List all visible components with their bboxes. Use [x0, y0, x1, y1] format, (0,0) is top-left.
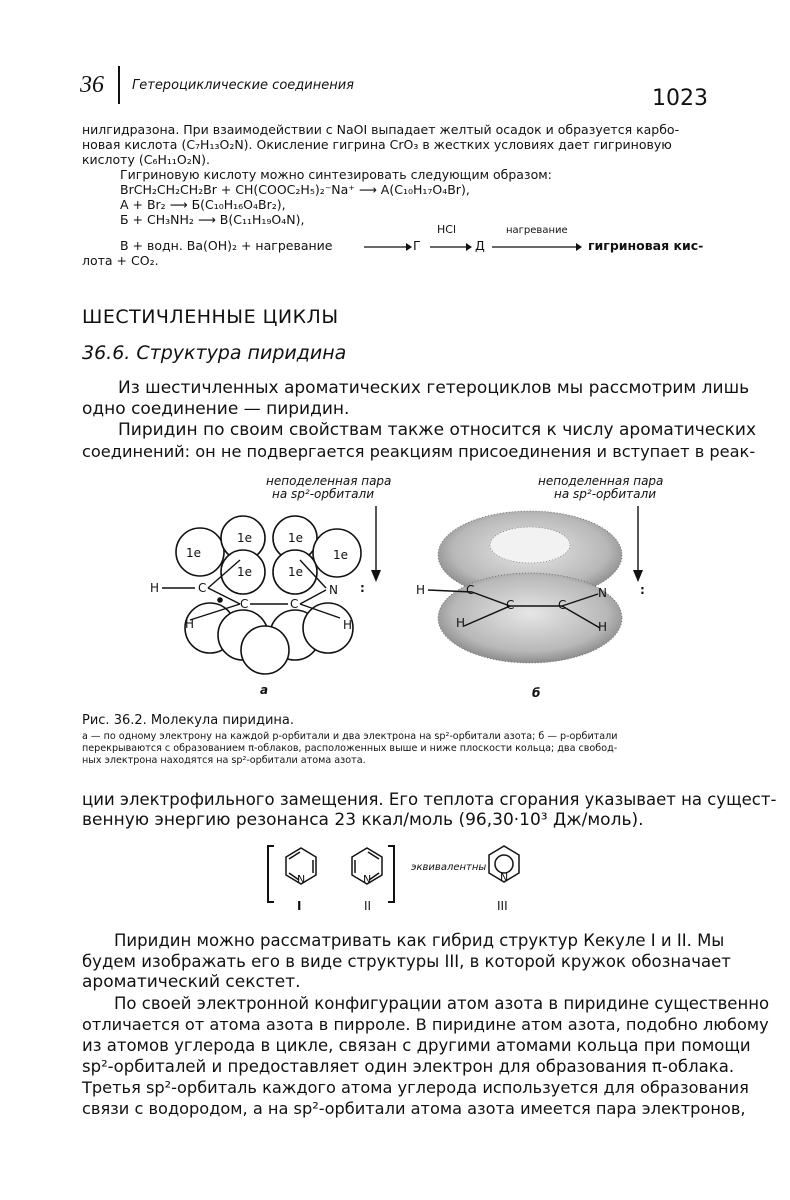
atom-n: N: [329, 583, 338, 597]
text-line: отличается от атома азота в пирроле. В пиридине атом азота, подобно любому: [82, 1015, 769, 1034]
text-line: кислоту (C₆H₁₁O₂N).: [82, 152, 210, 167]
text-line: Гигриновую кислоту можно синтезировать следующим образом:: [120, 167, 552, 182]
text-line: Пиридин можно рассматривать как гибрид структур Кекуле I и II. Мы: [114, 931, 725, 950]
chapter-number: 36: [80, 72, 104, 98]
text-line: нилгидразона. При взаимодействии с NaOI выпадает желтый осадок и образуется карбо-: [82, 122, 680, 137]
equation-4-left: В + водн. Ba(OH)₂ + нагревание: [120, 238, 333, 253]
atom-n: N: [297, 873, 306, 886]
equation-1: BrCH₂CH₂CH₂Br + CH(COOC₂H₅)₂⁻Na⁺ ⟶ A(C₁₀H₁₇O₄Br),: [120, 182, 470, 197]
text-line: Пиридин по своим свойствам также относится к числу ароматических: [118, 420, 757, 440]
arrow-icon: [490, 238, 582, 254]
figure-caption-text: [82, 731, 702, 767]
panel-label-b: б: [532, 686, 541, 700]
pyridine-pi-cloud-diagram-b: [420, 500, 670, 680]
atom-c: C: [558, 598, 567, 612]
structure-label-2: II: [364, 899, 372, 913]
text-line: будем изображать его в виде структуры III, в которой кружок обозначает: [82, 952, 731, 971]
text-line: одно соединение — пиридин.: [82, 399, 350, 419]
electron-label: 1e: [186, 546, 202, 560]
electron-label: 1e: [237, 531, 253, 545]
equation-4-cont: лота + CO₂.: [82, 253, 159, 268]
structure-label-3: III: [497, 899, 508, 913]
equation-2: A + Br₂ ⟶ Б(C₁₀H₁₆O₄Br₂),: [120, 197, 286, 212]
structure-label-1: I: [297, 899, 302, 913]
header-divider: [118, 66, 120, 104]
lone-pair-label-b: неподеленная пара: [538, 474, 664, 488]
electron-label: 1e: [237, 565, 253, 579]
atom-h: H: [598, 620, 608, 634]
atom-c: C: [198, 581, 207, 595]
caption-line: а — по одному электрону на каждой p-орбитали и два электрона на sp²-орбитали азота; б — p-орбитали: [82, 731, 618, 742]
text-line: ароматический секстет.: [82, 972, 301, 992]
atom-c: C: [290, 597, 299, 611]
caption-line: перекрываются с образованием π-облаков, расположенных выше и ниже плоскости кольца; два свобод-: [82, 743, 618, 754]
atom-c: C: [240, 597, 249, 611]
equivalent-label: эквивалентны: [411, 862, 487, 873]
atom-n: N: [598, 586, 607, 600]
text-line: соединений: он не подвергается реакциям присоединения и вступает в реак-: [82, 442, 756, 461]
text-line: По своей электронной конфигурации атом азота в пиридине существенно: [114, 994, 770, 1013]
figure-caption-title: Рис. 36.2. Молекула пиридина.: [82, 713, 295, 728]
atom-h: H: [150, 581, 160, 595]
atom-c: C: [466, 583, 475, 597]
text-line: венную энергию резонанса 23 ккал/моль (96,30·10³ Дж/моль).: [82, 810, 644, 830]
arrow-icon: [362, 238, 412, 254]
equation-4-d: Д: [475, 238, 485, 253]
section-title: ШЕСТИЧЛЕННЫЕ ЦИКЛЫ: [82, 306, 339, 328]
equation-4-g: Г: [413, 238, 421, 253]
text-line: sp²-орбиталей и предоставляет один электрон для образования π-облака.: [82, 1057, 735, 1076]
atom-c: C: [506, 598, 515, 612]
text-line: Из шестичленных ароматических гетероциклов мы рассмотрим лишь: [118, 378, 750, 398]
lone-pair-label-a-2: на sp²-орбитали: [272, 487, 374, 501]
text-line: связи с водородом, а на sp²-орбитали атома азота имеется пара электронов,: [82, 1099, 746, 1118]
panel-label-a: а: [260, 683, 269, 697]
text-line: новая кислота (C₇H₁₃O₂N). Окисление гигрина CrO₃ в жестких условиях дает гигриновую: [82, 137, 672, 152]
atom-h: H: [185, 617, 195, 631]
hcl-label: HCl: [437, 223, 457, 236]
equation-3: Б + CH₃NH₂ ⟶ B(C₁₁H₁₉O₄N),: [120, 212, 305, 227]
electron-label: 1e: [288, 565, 304, 579]
atom-h: H: [416, 583, 426, 597]
lone-pair-mark: :: [360, 581, 365, 595]
text-line: из атомов углерода в цикле, связан с другими атомами кольца при помощи: [82, 1036, 751, 1055]
text-line: ции электрофильного замещения. Его теплота сгорания указывает на сущест-: [82, 790, 777, 809]
electron-label: 1e: [333, 548, 349, 562]
atom-n: N: [500, 871, 509, 884]
lone-pair-label-b-2: на sp²-орбитали: [554, 487, 656, 501]
chapter-title: Гетероциклические соединения: [132, 78, 354, 93]
equation-4-right: гигриновая кис-: [588, 238, 704, 253]
heating-label: нагревание: [506, 225, 568, 236]
lone-pair-label-a: неподеленная пара: [266, 474, 392, 488]
arrow-icon: [428, 238, 472, 254]
atom-n: N: [363, 873, 372, 886]
electron-label: 1e: [288, 531, 304, 545]
page-number: 1023: [652, 86, 708, 111]
atom-h: H: [456, 616, 466, 630]
text-line: Третья sp²-орбиталь каждого атома углерода используется для образования: [82, 1078, 749, 1097]
subsection-title: 36.6. Структура пиридина: [82, 342, 347, 364]
atom-h: H: [343, 618, 353, 632]
caption-line: ных электрона находятся на sp²-орбитали атома азота.: [82, 755, 366, 766]
lone-pair-mark: :: [640, 583, 645, 597]
